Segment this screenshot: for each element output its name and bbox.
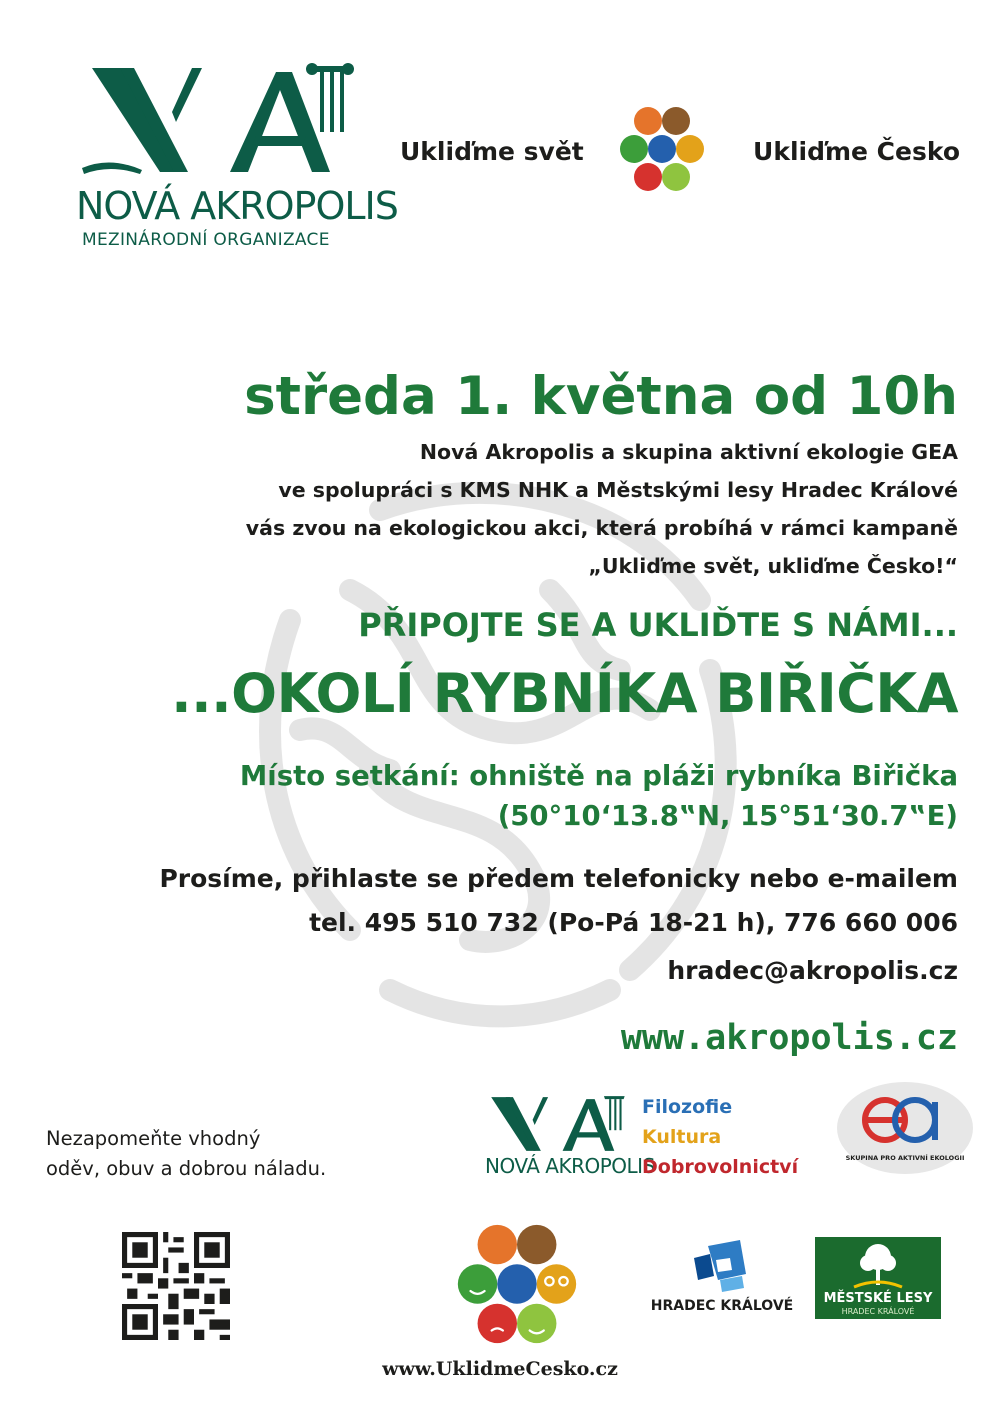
reminder-text <box>46 1124 326 1184</box>
campaign-left-text: Ukliďme svět <box>400 137 584 166</box>
hradec-kralove-logo <box>642 1240 802 1320</box>
mestske-lesy-logo <box>815 1237 941 1319</box>
reminder-line: Nezapomeňte vhodný <box>46 1127 261 1150</box>
campaign-right-text: Ukliďme Česko <box>753 137 960 166</box>
ml-sublabel: HRADEC KRÁLOVÉ <box>841 1307 915 1316</box>
gea-logo <box>835 1080 975 1180</box>
hk-emblem-icon <box>690 1240 750 1294</box>
register-text: Prosíme, přihlaste se předem telefonicky nebo e-mailem <box>159 864 958 893</box>
hk-label: HRADEC KRÁLOVÉ <box>650 1298 794 1314</box>
ukc-faces-logo-icon <box>618 105 706 193</box>
meeting-coordinates: (50°10‘13.8‟N, 15°51‘30.7‟E) <box>497 800 958 832</box>
tagline-philosophy: Filozofie <box>642 1096 733 1118</box>
org-name: NOVÁ AKROPOLIS <box>76 184 398 228</box>
place-title: ...OKOLÍ RYBNÍKA BIŘIČKA <box>171 662 958 725</box>
nova-akropolis-logo <box>70 60 398 250</box>
footer-website-link[interactable]: www.UklidmeCesko.cz <box>382 1358 618 1380</box>
event-date: středa 1. května od 10h <box>244 366 958 427</box>
na-monogram-icon <box>80 60 370 180</box>
reminder-line: oděv, obuv a dobrou náladu. <box>46 1157 327 1180</box>
org-subtitle: MEZINÁRODNÍ ORGANIZACE <box>82 230 330 250</box>
tagline-culture: Kultura <box>642 1126 722 1148</box>
qr-code <box>122 1232 230 1340</box>
gea-subtitle: SKUPINA PRO AKTIVNÍ EKOLOGII <box>845 1154 965 1162</box>
tree-icon <box>848 1241 908 1291</box>
ukc-faces-logo-icon <box>455 1222 579 1346</box>
join-headline: PŘIPOJTE SE A UKLIĎTE S NÁMI... <box>358 606 958 644</box>
phone-text: tel. 495 510 732 (Po-Pá 18-21 h), 776 660 006 <box>309 908 958 937</box>
ml-label: MĚSTSKÉ LESY <box>823 1291 933 1306</box>
intro-line: ve spolupráci s KMS NHK a Městskými lesy Hradec Králové <box>278 478 958 502</box>
intro-line: vás zvou na ekologickou akci, která probíhá v rámci kampaně <box>245 516 958 540</box>
nova-akropolis-partner-logo <box>485 1088 825 1188</box>
intro-line: „Ukliďme svět, ukliďme Česko!“ <box>588 554 958 578</box>
tagline-volunteering: Dobrovolnictví <box>642 1156 799 1178</box>
gea-emblem-icon <box>835 1080 975 1180</box>
campaign-header <box>400 105 960 195</box>
meeting-place: Místo setkání: ohniště na pláži rybníka Biřička <box>239 760 958 792</box>
intro-line: Nová Akropolis a skupina aktivní ekologie GEA <box>419 440 958 464</box>
website-link[interactable]: www.akropolis.cz <box>620 1018 958 1058</box>
na-monogram-icon <box>485 1092 635 1156</box>
partner-org-name: NOVÁ AKROPOLIS <box>485 1154 655 1178</box>
email-link[interactable]: hradec@akropolis.cz <box>667 956 958 985</box>
